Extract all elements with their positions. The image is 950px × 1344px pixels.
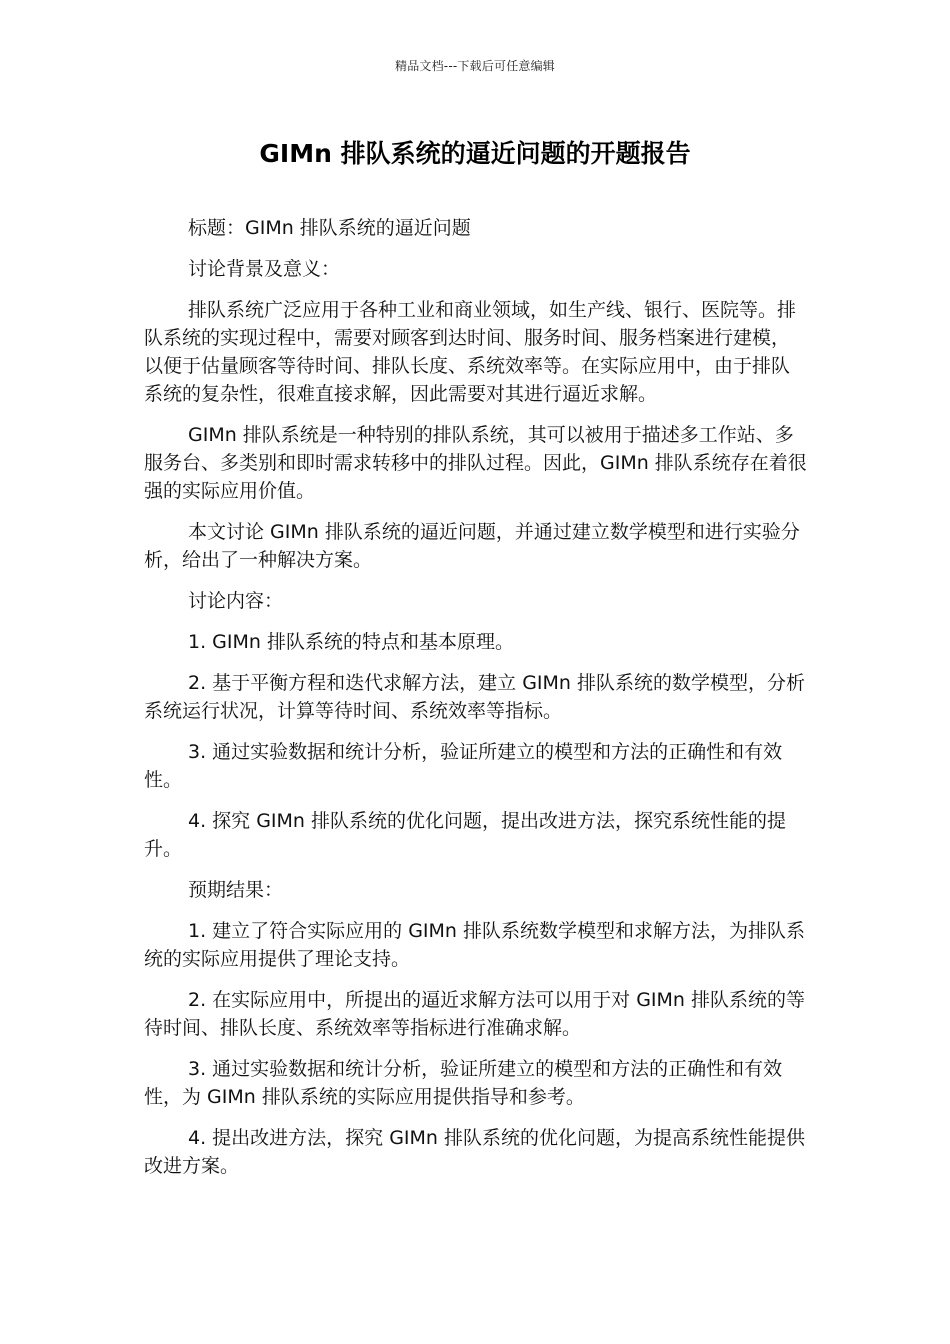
document-title: GIMn 排队系统的逼近问题的开题报告 [259,139,691,168]
subject-line: 标题：GIMn 排队系统的逼近问题 [188,217,471,239]
list-item: 2. 基于平衡方程和迭代求解方法，建立 GIMn 排队系统的数学模型，分析系统运行状况，计算等待时间、系统效率等指标。 [144,672,806,722]
list-item: 3. 通过实验数据和统计分析，验证所建立的模型和方法的正确性和有效性。 [144,741,783,791]
list-item: 4. 探究 GIMn 排队系统的优化问题，提出改进方法，探究系统性能的提升。 [144,810,787,860]
header-note: 精品文档---下载后可任意编辑 [395,59,555,73]
section-heading-results: 预期结果： [188,879,284,901]
section-heading-content: 讨论内容： [188,590,284,612]
body-paragraph: GIMn 排队系统是一种特别的排队系统，其可以被用于描述多工作站、多服务台、多类别和即时需求转移中的排队过程。因此，GIMn 排队系统存在着很强的实际应用价值。 [144,424,807,502]
list-item: 3. 通过实验数据和统计分析，验证所建立的模型和方法的正确性和有效性，为 GIMn 排队系统的实际应用提供指导和参考。 [144,1058,783,1108]
body-paragraph: 排队系统广泛应用于各种工业和商业领域，如生产线、银行、医院等。排队系统的实现过程中，需要对顾客到达时间、服务时间、服务档案进行建模，以便于估量顾客等待时间、排队长度、系统效率等。在实际应用中，由于排队系统的复杂性，很难直接求解，因此需要对其进行逼近求解。 [144,299,797,405]
list-item: 1. GIMn 排队系统的特点和基本原理。 [188,631,514,653]
list-item: 4. 提出改进方法，探究 GIMn 排队系统的优化问题，为提高系统性能提供改进方案。 [144,1127,806,1177]
list-item: 1. 建立了符合实际应用的 GIMn 排队系统数学模型和求解方法，为排队系统的实际应用提供了理论支持。 [144,920,806,970]
list-item: 2. 在实际应用中，所提出的逼近求解方法可以用于对 GIMn 排队系统的等待时间、排队长度、系统效率等指标进行准确求解。 [144,989,806,1039]
body-paragraph: 本文讨论 GIMn 排队系统的逼近问题，并通过建立数学模型和进行实验分析，给出了一种解决方案。 [144,521,800,571]
section-heading-background: 讨论背景及意义： [188,258,341,280]
document-body [144,214,808,1193]
